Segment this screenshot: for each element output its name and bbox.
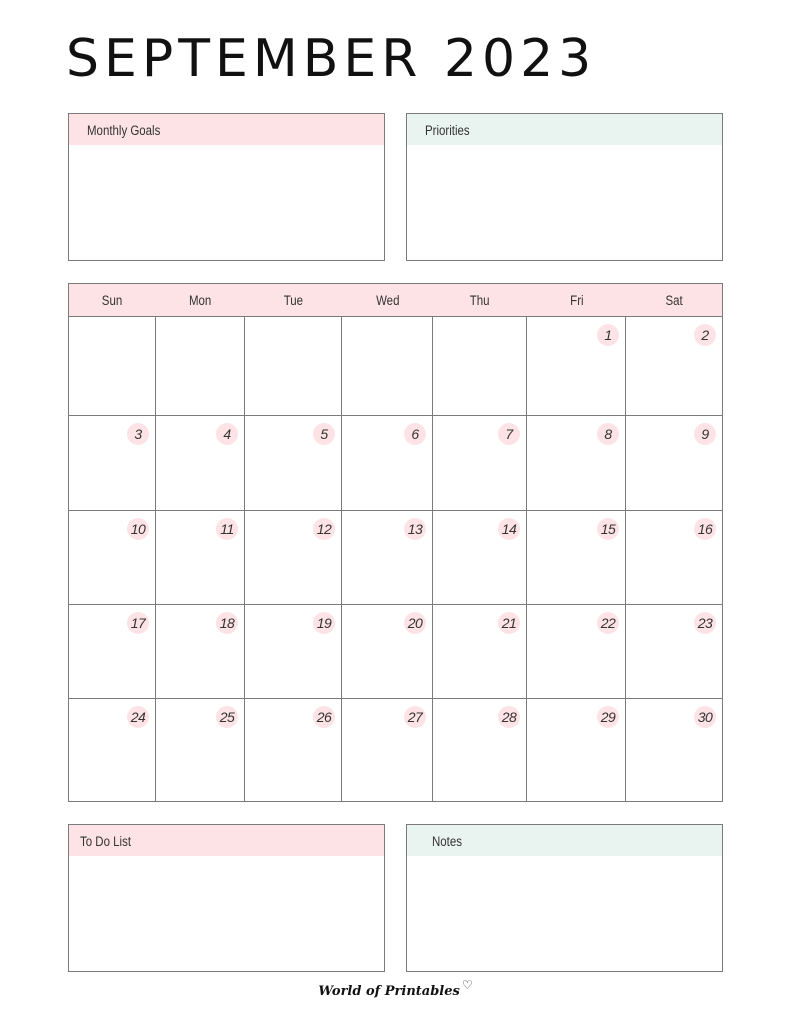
weekday-wed	[342, 284, 433, 317]
calendar-day-cell[interactable]	[433, 317, 526, 415]
monthly-goals-label: Monthly Goals	[87, 123, 161, 138]
calendar-day-cell[interactable]	[245, 699, 341, 801]
calendar-day-cell[interactable]	[626, 511, 722, 604]
heart-icon: ♡	[461, 978, 473, 992]
calendar-day-cell[interactable]	[156, 317, 244, 415]
calendar-day-cell[interactable]	[245, 511, 341, 604]
calendar-day-cell[interactable]	[342, 416, 432, 510]
calendar-day-cell[interactable]	[245, 416, 341, 510]
priorities-header	[407, 114, 722, 145]
date-number: 6	[404, 423, 426, 445]
calendar-day-cell[interactable]	[69, 605, 155, 698]
date-number: 21	[498, 612, 520, 634]
calendar-day-cell[interactable]	[527, 416, 625, 510]
calendar-day-cell[interactable]	[245, 317, 341, 415]
date-number: 4	[216, 423, 238, 445]
date-number: 11	[216, 518, 238, 540]
notes-header	[407, 825, 722, 856]
date-number: 16	[694, 518, 716, 540]
date-number: 9	[694, 423, 716, 445]
calendar-day-cell[interactable]	[626, 699, 722, 801]
calendar-day-cell[interactable]	[527, 699, 625, 801]
calendar-grid	[68, 283, 723, 802]
calendar-day-cell[interactable]	[69, 511, 155, 604]
calendar-day-cell[interactable]	[433, 416, 526, 510]
date-number: 19	[313, 612, 335, 634]
calendar-day-cell[interactable]	[156, 605, 244, 698]
date-number: 30	[694, 706, 716, 728]
calendar-weekday-header	[69, 284, 722, 317]
weekday-mon	[156, 284, 245, 317]
todo-list-header	[69, 825, 384, 856]
calendar-day-cell[interactable]	[342, 511, 432, 604]
page-title	[66, 24, 596, 94]
calendar-day-cell[interactable]	[156, 511, 244, 604]
weekday-label: Sun	[102, 293, 123, 308]
weekday-label: Fri	[569, 293, 584, 308]
priorities-label: Priorities	[425, 123, 470, 138]
notes-label: Notes	[432, 834, 462, 849]
calendar-day-cell[interactable]	[156, 699, 244, 801]
weekday-sat	[626, 284, 723, 317]
monthly-goals-header	[69, 114, 384, 145]
date-number: 14	[498, 518, 520, 540]
priorities-box[interactable]	[406, 113, 723, 261]
date-number: 13	[404, 518, 426, 540]
date-number: 25	[216, 706, 238, 728]
date-number: 24	[127, 706, 149, 728]
date-number: 22	[597, 612, 619, 634]
weekday-label: Wed	[375, 293, 400, 308]
calendar-day-cell[interactable]	[527, 605, 625, 698]
weekday-label: Mon	[189, 293, 212, 308]
date-number: 26	[313, 706, 335, 728]
date-number: 3	[127, 423, 149, 445]
calendar-day-cell[interactable]	[69, 317, 155, 415]
todo-list-box[interactable]	[68, 824, 385, 972]
weekday-label: Thu	[470, 293, 490, 308]
calendar-day-cell[interactable]	[69, 416, 155, 510]
date-number: 2	[694, 324, 716, 346]
calendar-day-cell[interactable]	[433, 511, 526, 604]
calendar-day-cell[interactable]	[626, 416, 722, 510]
date-number: 5	[313, 423, 335, 445]
date-number: 17	[127, 612, 149, 634]
weekday-tue	[245, 284, 342, 317]
date-number: 7	[498, 423, 520, 445]
weekday-thu	[433, 284, 527, 317]
calendar-day-cell[interactable]	[342, 699, 432, 801]
title-year: 2023	[443, 29, 597, 89]
date-number: 15	[597, 518, 619, 540]
calendar-day-cell[interactable]	[527, 511, 625, 604]
date-number: 18	[216, 612, 238, 634]
notes-box[interactable]	[406, 824, 723, 972]
todo-list-label: To Do List	[80, 834, 132, 849]
calendar-day-cell[interactable]	[626, 317, 722, 415]
date-number: 8	[597, 423, 619, 445]
date-number: 23	[694, 612, 716, 634]
weekday-sun	[69, 284, 156, 317]
date-number: 27	[404, 706, 426, 728]
date-number: 12	[313, 518, 335, 540]
date-number: 20	[404, 612, 426, 634]
calendar-day-cell[interactable]	[245, 605, 341, 698]
date-number: 1	[597, 324, 619, 346]
weekday-label: Tue	[283, 293, 304, 308]
calendar-day-cell[interactable]	[626, 605, 722, 698]
calendar-day-cell[interactable]	[342, 317, 432, 415]
calendar-day-cell[interactable]	[156, 416, 244, 510]
date-number: 10	[127, 518, 149, 540]
calendar-day-cell[interactable]	[527, 317, 625, 415]
weekday-fri	[527, 284, 626, 317]
brand-name: World of Printables	[318, 984, 460, 999]
date-number: 28	[498, 706, 520, 728]
date-number: 29	[597, 706, 619, 728]
weekday-label: Sat	[665, 293, 684, 308]
calendar-day-cell[interactable]	[433, 605, 526, 698]
calendar-day-cell[interactable]	[433, 699, 526, 801]
calendar-day-cell[interactable]	[69, 699, 155, 801]
monthly-goals-box[interactable]	[68, 113, 385, 261]
calendar-day-cell[interactable]	[342, 605, 432, 698]
brand-logo	[0, 978, 791, 999]
title-month: SEPTEMBER	[66, 29, 423, 89]
